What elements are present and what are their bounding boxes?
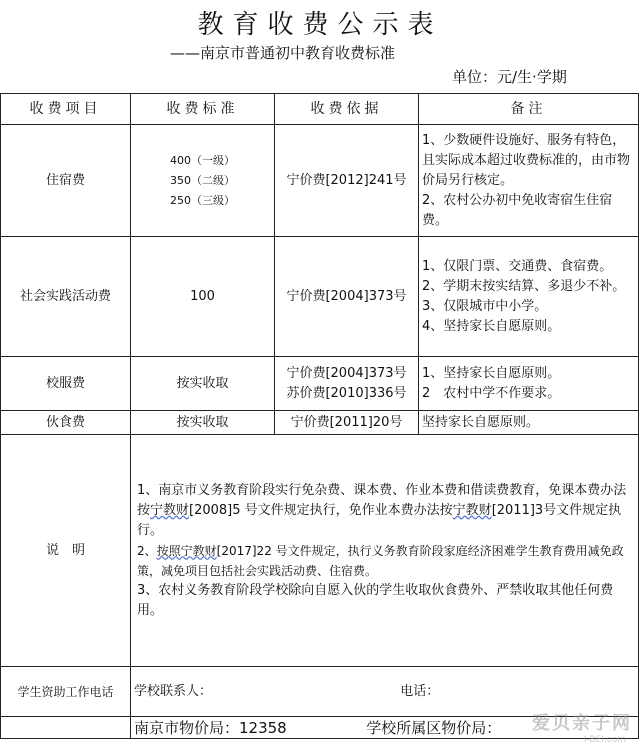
fee-basis-cell — [275, 125, 419, 237]
note-line: 3、仅限城市中小学。 — [422, 298, 548, 314]
note-line: 4、坚持家长自愿原则。 — [422, 318, 561, 334]
standard-line: 按实收取 — [176, 375, 229, 391]
note-line: 1、坚持家长自愿原则。 — [422, 365, 561, 381]
page-subtitle: ——南京市普通初中教育收费标准 — [170, 44, 396, 62]
fee-standard-cell — [131, 237, 275, 357]
watermark-logo: 爱贝亲子网 — [532, 713, 632, 734]
doc-ref-link: 宁教财 — [452, 502, 492, 518]
explanation-content — [131, 435, 639, 667]
note-line: 2 农村中学不作要求。 — [422, 385, 561, 401]
explanation-label: 说 明 — [1, 435, 131, 667]
note-line: 坚持家长自愿原则。 — [422, 414, 540, 430]
fee-notes-cell — [419, 125, 639, 237]
standard-line: 按实收取 — [176, 414, 229, 430]
fee-notes-cell — [419, 237, 639, 357]
column-header-basis: 收费依据 — [275, 94, 419, 125]
basis-line: 宁价费[2012]241号 — [286, 172, 407, 188]
basis-line: 苏价费[2010]336号 — [286, 385, 407, 401]
fee-item-cell: 住宿费 — [1, 125, 131, 237]
note-line: 2、学期末按实结算、多退少不补。 — [422, 278, 626, 294]
fee-item-cell: 伙食费 — [1, 411, 131, 435]
standard-line: 350（二级） — [170, 173, 235, 187]
table-row — [1, 237, 639, 357]
watermark-sub: I-BEI.com — [583, 735, 626, 745]
fee-basis-cell — [275, 411, 419, 435]
explanation-paragraph-3: 3、农村义务教育阶段学校除向自愿入伙的学生收取伙食费外、严禁收取其他任何费用。 — [137, 582, 614, 618]
doc-ref-link: 按照宁教财 — [156, 543, 217, 558]
fee-basis-cell — [275, 357, 419, 411]
note-line: 1、仅限门票、交通费、食宿费。 — [422, 258, 613, 274]
table-row — [1, 411, 639, 435]
doc-ref-link: 宁教财 — [150, 502, 190, 518]
standard-line: 100 — [190, 288, 215, 304]
bottom-left-cell — [1, 717, 131, 739]
basis-line: 宁价费[2011]20号 — [290, 414, 403, 430]
column-header-notes: 备注 — [419, 94, 639, 125]
explanation-paragraph-1: 1、南京市义务教育阶段实行免杂费、课本费、作业本费和借读费教育，免课本费办法按宁教财[2008]5 号文件规定执行，免作业本费办法按宁教财[2011]3号文件规定执行。 — [137, 482, 627, 538]
unit-label: 单位：元/生·学期 — [452, 68, 567, 86]
explanation-row — [1, 435, 639, 667]
fee-standard-cell — [131, 357, 275, 411]
note-line: 1、少数硬件设施好、服务有特色，且实际成本超过收费标准的，由市物价局另行核定。 — [422, 132, 631, 188]
basis-line: 宁价费[2004]373号 — [286, 365, 407, 381]
fee-standard-cell — [131, 125, 275, 237]
contact-label: 学校联系人： — [134, 683, 213, 699]
table-row — [1, 125, 639, 237]
basis-line: 宁价费[2004]373号 — [286, 288, 407, 304]
city-price-bureau: 南京市物价局：12358 — [134, 718, 287, 737]
standard-line: 400（一级） — [170, 153, 235, 167]
explanation-paragraph-2: 2、按照宁教财[2017]22 号文件规定，执行义务教育阶段家庭经济困难学生教育费用减免政策，减免项目包括社会实践活动费、住宿费。 — [137, 543, 624, 578]
column-header-standard: 收费标准 — [131, 94, 275, 125]
note-line: 2、农村公办初中免收寄宿生住宿费。 — [422, 192, 613, 228]
aid-label: 学生资助工作电话 — [1, 667, 131, 717]
fee-item-cell: 校服费 — [1, 357, 131, 411]
fee-item-cell: 社会实践活动费 — [1, 237, 131, 357]
fee-notes-cell — [419, 411, 639, 435]
table-row — [1, 357, 639, 411]
column-header-item: 收费项目 — [1, 94, 131, 125]
district-price-bureau: 学校所属区物价局： — [366, 718, 502, 737]
phone-label: 电话： — [400, 683, 440, 699]
table-header-row — [1, 94, 639, 125]
standard-line: 250（三级） — [170, 193, 235, 207]
page-title: 教育收费公示表 — [197, 10, 443, 40]
fee-standard-cell — [131, 411, 275, 435]
fee-basis-cell — [275, 237, 419, 357]
fee-notes-cell — [419, 357, 639, 411]
fee-table — [0, 93, 639, 739]
